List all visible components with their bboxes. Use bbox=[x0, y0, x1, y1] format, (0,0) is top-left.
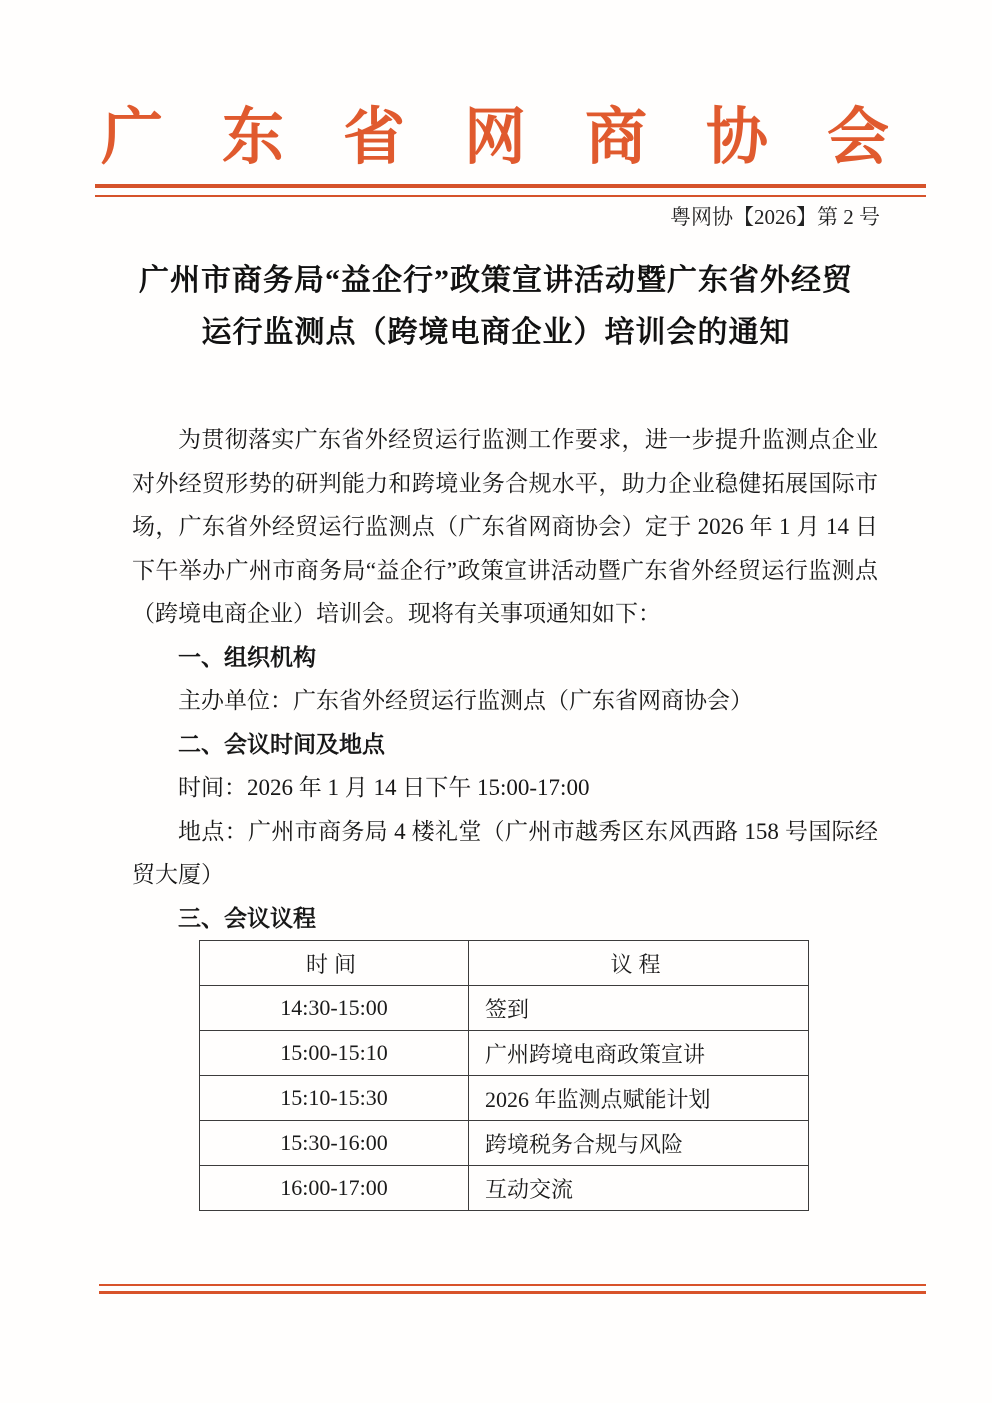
notice-title-line1: 广州市商务局“益企行”政策宣讲活动暨广东省外经贸 bbox=[139, 264, 853, 297]
agenda-table-header-row bbox=[200, 941, 809, 986]
organizer-line: 主办单位：广东省外经贸运行监测点（广东省网商协会） bbox=[178, 688, 753, 713]
footer-rule-thin bbox=[99, 1284, 926, 1286]
header-rule-thick bbox=[95, 184, 926, 188]
time-cell: 15:30-16:00 bbox=[200, 1121, 469, 1166]
footer-rule-thick bbox=[99, 1291, 926, 1294]
section-heading-organization: 一、组织机构 bbox=[178, 644, 316, 670]
time-cell: 15:10-15:30 bbox=[200, 1076, 469, 1121]
agenda-row bbox=[200, 1031, 809, 1076]
doc-number: 粤网协【2026】第 2 号 bbox=[670, 205, 880, 229]
agenda-cell: 2026 年监测点赋能计划 bbox=[469, 1076, 809, 1121]
agenda-cell: 跨境税务合规与风险 bbox=[469, 1121, 809, 1166]
agenda-row bbox=[200, 1076, 809, 1121]
header-cell-agenda: 议程 bbox=[469, 941, 809, 986]
header-rule-thin bbox=[95, 195, 926, 197]
time-line: 时间：2026 年 1 月 14 日下午 15:00-17:00 bbox=[178, 775, 590, 800]
agenda-table bbox=[199, 940, 809, 1211]
time-cell: 14:30-15:00 bbox=[200, 986, 469, 1031]
agenda-row bbox=[200, 1166, 809, 1211]
section-heading-time-place: 二、会议时间及地点 bbox=[178, 731, 385, 757]
agenda-cell: 互动交流 bbox=[469, 1166, 809, 1211]
section-heading-agenda: 三、会议议程 bbox=[178, 905, 316, 931]
notice-title bbox=[0, 255, 992, 359]
notice-title-line2: 运行监测点（跨境电商企业）培训会的通知 bbox=[201, 316, 791, 349]
agenda-row bbox=[200, 986, 809, 1031]
agenda-cell: 签到 bbox=[469, 986, 809, 1031]
time-cell: 16:00-17:00 bbox=[200, 1166, 469, 1211]
intro-paragraph: 为贯彻落实广东省外经贸运行监测工作要求，进一步提升监测点企业对外经贸形势的研判能力和跨境业务合规水平，助力企业稳健拓展国际市场，广东省外经贸运行监测点（广东省网商协会）定于 2026 年 1 月 14 日下午举办广州市商务局“益企行”政策宣讲活动暨广东省外经贸运行监测点（跨境电商企业）培训会。现将有关事项通知如下： bbox=[132, 427, 878, 626]
agenda-row bbox=[200, 1121, 809, 1166]
header-cell-time: 时间 bbox=[200, 941, 469, 986]
notice-body bbox=[132, 418, 878, 940]
venue-line: 地点：广州市商务局 4 楼礼堂（广州市越秀区东风西路 158 号国际经贸大厦） bbox=[132, 818, 878, 887]
time-cell: 15:00-15:10 bbox=[200, 1031, 469, 1076]
agenda-cell: 广州跨境电商政策宣讲 bbox=[469, 1031, 809, 1076]
masthead-title: 广 东 省 网 商 协 会 bbox=[101, 104, 891, 172]
